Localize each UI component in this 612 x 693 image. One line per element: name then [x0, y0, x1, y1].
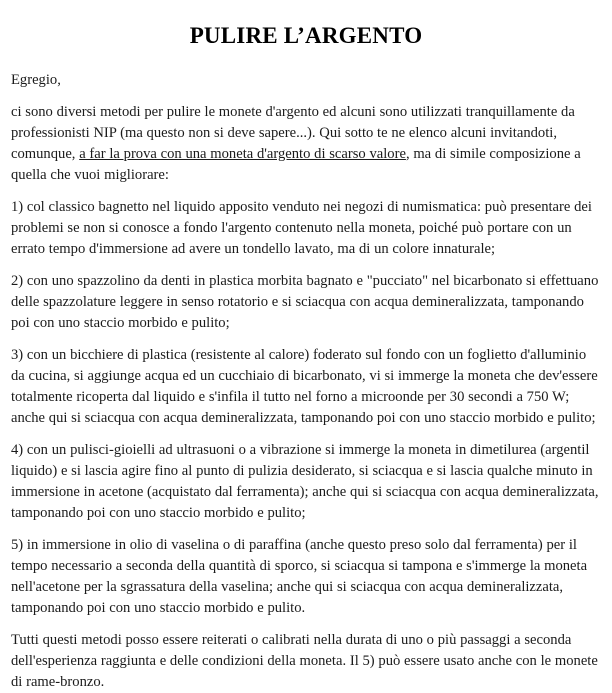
conclusion-paragraph: Tutti questi metodi posso essere reiterati o calibrati nella durata di uno o più passaggi a seconda dell'esperienza raggiunta e delle condizioni della moneta. Il 5) può essere usato anche con le monete di rame-bronzo.	[11, 632, 598, 690]
intro-text-after: , ma di simile composizione a quella che vuoi migliorare:	[11, 146, 581, 183]
method-paragraph-5: 5) in immersione in olio di vaselina o di paraffina (anche questo preso solo dal ferramenta) per il tempo necessario a seconda della quantità di sporco, si sciacqua si tampona e s'immerge la moneta nell'acetone per la sgrassatura della vaselina; anche qui si sciacqua con acqua demineralizzata, tamponando poi con uno staccio morbido e pulito.	[11, 537, 588, 616]
method-paragraph-1: 1) col classico bagnetto nel liquido apposito venduto nei negozi di numismatica: può presentare dei problemi se non si conosce a fondo l'argento contenuto nella moneta, poiché può portare con un errato tempo d'immersione ad avere un tondello lavato, ma di un colore innaturale;	[11, 199, 592, 257]
page-title: PULIRE L’ARGENTO	[189, 23, 423, 48]
method-paragraph-3: 3) con un bicchiere di plastica (resistente al calore) foderato sul fondo con un foglietto d'alluminio da cucina, si aggiunge acqua ed un cucchiaio di bicarbonato, vi si immerge la moneta che dev'essere totalmente ricoperta dal liquido e s'infila il tutto nel forno a microonde per 30 secondi a 750 W; anche qui si sciacqua con acqua demineralizzata, tamponando poi con uno staccio morbido e pulito;	[11, 347, 598, 426]
method-paragraph-4: 4) con un pulisci-gioielli ad ultrasuoni o a vibrazione si immerge la moneta in dimetilurea (argentil liquido) e si lascia agire fino al punto di pulizia desiderato, si sciacqua e si lascia qualche minuto in immersione in acetone (acquistato dal ferramenta); anche qui si sciacqua con acqua demineralizzata, tamponando poi con uno staccio morbido e pulito;	[11, 442, 599, 521]
intro-text-before: ci sono diversi metodi per pulire le monete d'argento ed alcuni sono utilizzati tranquillamente da professionisti NIP (ma questo non si deve sapere...). Qui sotto te ne elenco alcuni invitandoti, comunque,	[11, 104, 575, 162]
method-paragraph-2: 2) con uno spazzolino da denti in plastica morbita bagnato e "pucciato" nel bicarbonato si effettuano delle spazzolature leggere in senso rotatorio e si sciacqua con acqua demineralizzata, tamponando poi con uno staccio morbido e pulito;	[11, 273, 599, 331]
salutation-paragraph: Egregio,	[11, 72, 61, 88]
document-body	[0, 70, 612, 693]
intro-paragraph	[11, 102, 602, 186]
intro-underlined-phrase: a far la prova con una moneta d'argento di scarso valore	[79, 146, 406, 162]
